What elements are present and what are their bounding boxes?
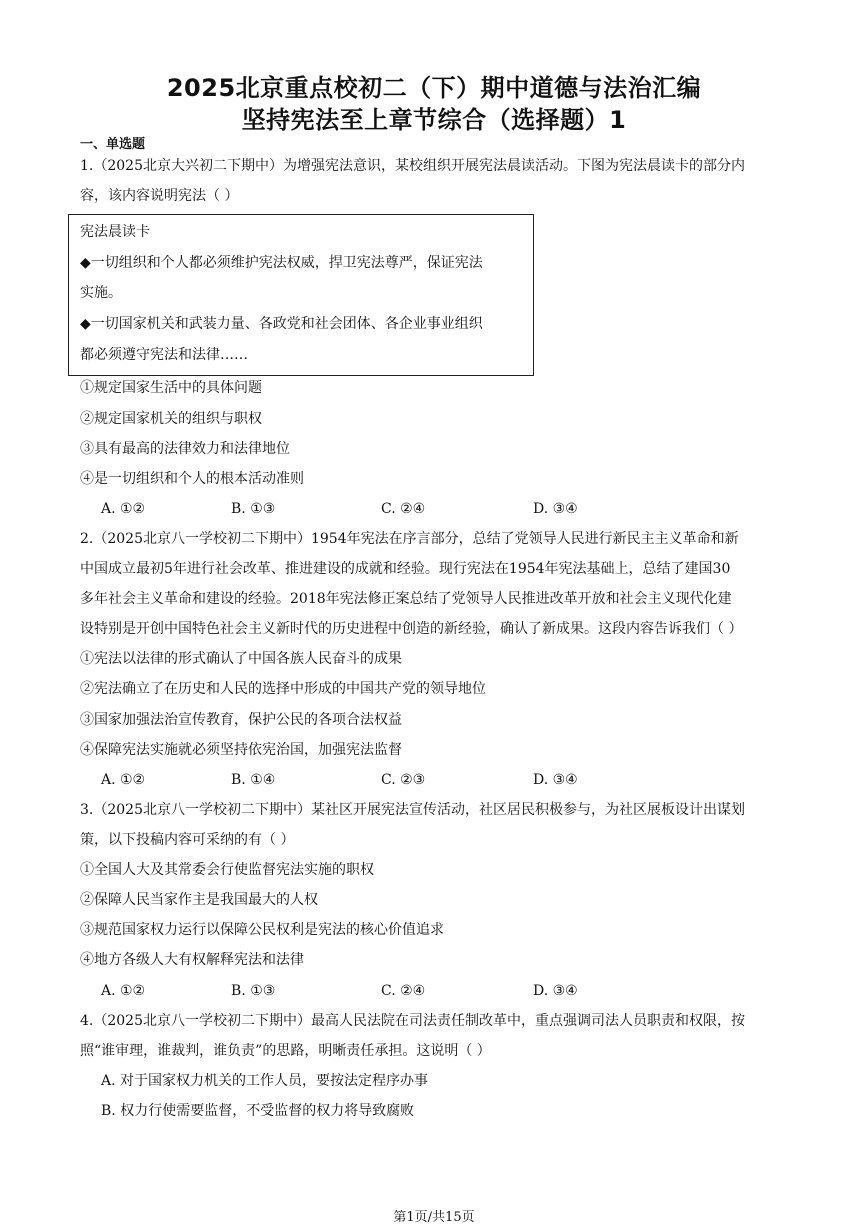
q3-option-c[interactable]: C. ②④ [381,983,426,999]
q4-option-b[interactable]: B. 权力行使需要监督，不受监督的权力将导致腐败 [101,1103,415,1119]
q1-statement: ①规定国家生活中的具体问题 [80,380,262,396]
q1-option-c[interactable]: C. ②④ [381,501,426,517]
q1-statement: ②规定国家机关的组织与职权 [80,411,262,427]
q3-statement: ①全国人大及其常委会行使监督宪法实施的职权 [80,862,374,878]
q1-statement: ③具有最高的法律效力和法律地位 [80,441,290,457]
q2-statement: ④保障宪法实施就必须坚持依宪治国，加强宪法监督 [80,742,402,758]
reading-card-line: ◆一切组织和个人都必须维护宪法权威，捍卫宪法尊严，保证宪法 [80,255,483,271]
q4-option-a[interactable]: A. 对于国家权力机关的工作人员，要按法定程序办事 [101,1073,429,1089]
q3-statement: ④地方各级人大有权解释宪法和法律 [80,952,304,968]
reading-card-line: ◆一切国家机关和武装力量、各政党和社会团体、各企业事业组织 [80,316,483,332]
document-title-line-1: 2025北京重点校初二（下）期中道德与法治汇编 [166,74,702,102]
q2-stem-line: 设特别是开创中国特色社会主义新时代的历史进程中创造的新经验，确认了新成果。这段内容告诉我们（ ） [80,621,743,637]
q1-stem-line-2: 容，该内容说明宪法（ ） [80,188,239,204]
section-heading: 一、单选题 [80,137,146,152]
q4-stem-line: 4.（2025北京八一学校初二下期中）最高人民法院在司法责任制改革中，重点强调司法人员职责和权限，按 [80,1013,745,1029]
q3-option-d[interactable]: D. ③④ [533,983,578,999]
q2-stem-line: 多年社会主义革命和建设的经验。2018年宪法修正案总结了党领导人民推进改革开放和社会主义现代化建 [80,591,732,607]
q3-option-b[interactable]: B. ①③ [231,983,276,999]
q2-option-c[interactable]: C. ②③ [381,772,426,788]
q1-option-d[interactable]: D. ③④ [533,501,578,517]
q1-option-a[interactable]: A. ①② [101,501,146,517]
q2-stem-line: 中国成立最初5年进行社会改革、推进建设的成就和经验。现行宪法在1954年宪法基础上，总结了建国30 [80,561,731,577]
q2-option-a[interactable]: A. ①② [101,772,146,788]
q3-stem-line: 策，以下投稿内容可采纳的有（ ） [80,832,295,848]
q2-option-b[interactable]: B. ①④ [231,772,276,788]
reading-card-line: 实施。 [80,285,122,301]
q3-statement: ③规范国家权力运行以保障公民权利是宪法的核心价值追求 [80,922,444,938]
q2-stem-line: 2.（2025北京八一学校初二下期中）1954年宪法在序言部分，总结了党领导人民进行新民主主义革命和新 [80,531,739,547]
page-number-footer: 第1页/共15页 [393,1210,475,1225]
reading-card-title: 宪法晨读卡 [80,224,150,240]
reading-card-line: 都必须遵守宪法和法律…… [80,347,248,363]
q1-statement: ④是一切组织和个人的根本活动准则 [80,471,304,487]
q2-statement: ①宪法以法律的形式确认了中国各族人民奋斗的成果 [80,651,402,667]
q3-option-a[interactable]: A. ①② [101,983,146,999]
q3-statement: ②保障人民当家作主是我国最大的人权 [80,892,318,908]
q2-statement: ②宪法确立了在历史和人民的选择中形成的中国共产党的领导地位 [80,681,486,697]
q1-option-b[interactable]: B. ①③ [231,501,276,517]
q3-stem-line: 3.（2025北京八一学校初二下期中）某社区开展宪法宣传活动，社区居民积极参与，为社区展板设计出谋划 [80,802,745,818]
document-title-line-2: 坚持宪法至上章节综合（选择题）1 [241,106,627,134]
q4-stem-line: 照“谁审理，谁裁判，谁负责”的思路，明晰责任承担。这说明（ ） [80,1043,491,1059]
q2-statement: ③国家加强法治宣传教育，保护公民的各项合法权益 [80,712,402,728]
q2-option-d[interactable]: D. ③④ [533,772,578,788]
q1-stem-line-1: 1.（2025北京大兴初二下期中）为增强宪法意识，某校组织开展宪法晨读活动。下图为宪法晨读卡的部分内 [80,158,745,174]
